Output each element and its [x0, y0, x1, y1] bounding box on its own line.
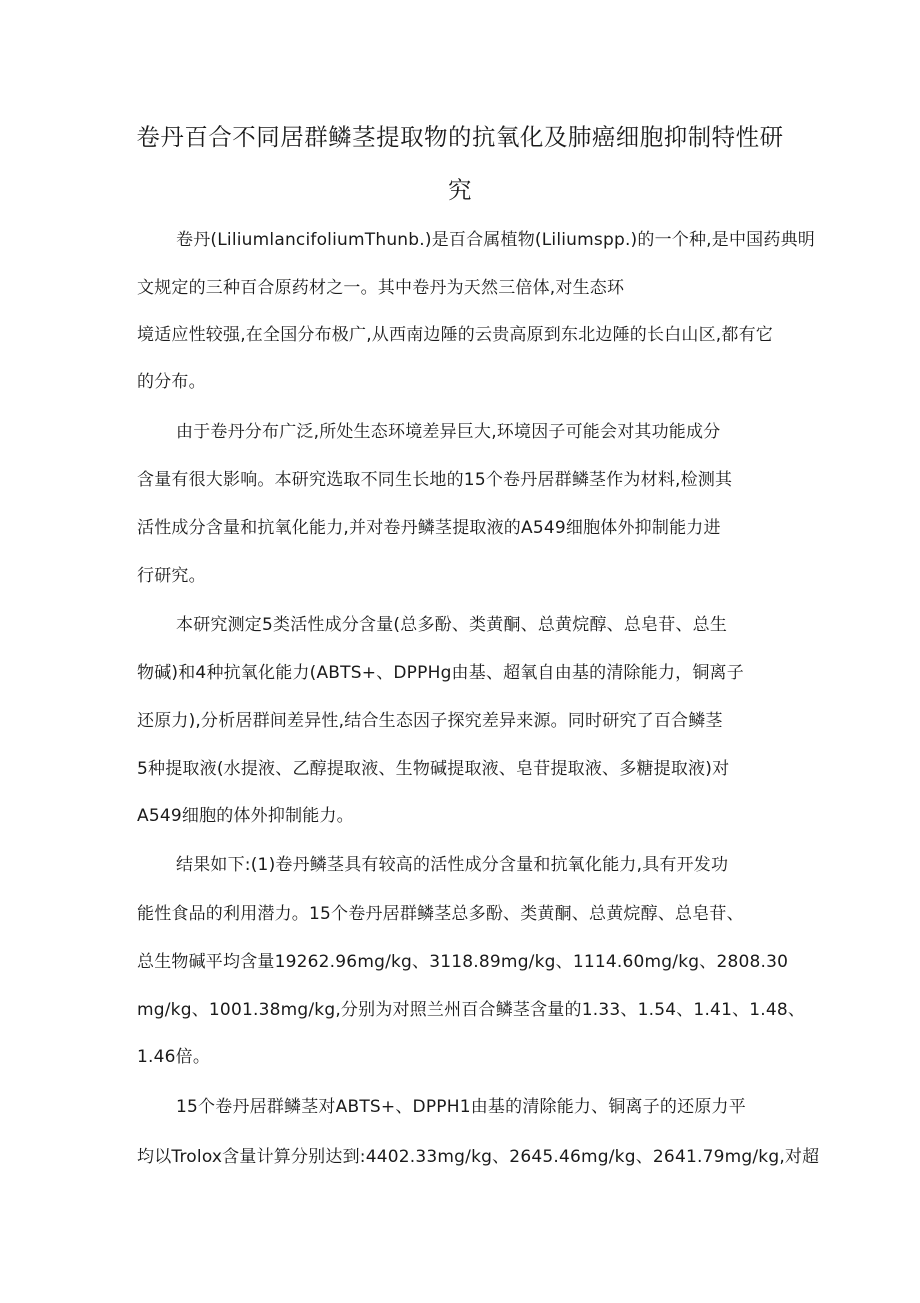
paragraph-4-line-1: 结果如下:(1)卷丹鳞茎具有较高的活性成分含量和抗氧化能力,具有开发功: [176, 855, 729, 875]
paragraph-5-line-1: 15个卷丹居群鳞茎对ABTS+、DPPH1由基的清除能力、铜离子的还原力平: [176, 1097, 746, 1117]
paragraph-2-line-4: 行研究。: [137, 566, 206, 586]
paragraph-4-line-5: 1.46倍。: [137, 1047, 211, 1067]
paragraph-3-line-4: 5种提取液(水提液、乙醇提取液、生物碱提取液、皂苷提取液、多糖提取液)对: [137, 759, 730, 779]
paragraph-4-line-3: 总生物碱平均含量19262.96mg/kg、3118.89mg/kg、1114.60mg/kg、2808.30: [137, 952, 789, 972]
paragraph-1-line-4: 的分布。: [137, 372, 206, 392]
document-title-line-1: 卷丹百合不同居群鳞茎提取物的抗氧化及肺癌细胞抑制特性研: [136, 123, 784, 151]
paragraph-3-line-2: 物碱)和4种抗氧化能力(ABTS+、DPPHg由基、超氧自由基的清除能力，铜离子: [137, 663, 744, 683]
paragraph-2-line-2: 含量有很大影响。本研究选取不同生长地的15个卷丹居群鳞茎作为材料,检测其: [137, 470, 733, 490]
paragraph-3-line-1: 本研究测定5类活性成分含量(总多酚、类黄酮、总黄烷醇、总皂苷、总生: [176, 615, 728, 635]
paragraph-3-line-3: 还原力),分析居群间差异性,结合生态因子探究差异来源。同时研究了百合鳞茎: [137, 711, 723, 731]
paragraph-4-line-2: 能性食品的利用潜力。15个卷丹居群鳞茎总多酚、类黄酮、总黄烷醇、总皂苷、: [137, 904, 744, 924]
paragraph-1-line-3: 境适应性较强,在全国分布极广,从西南边陲的云贵高原到东北边陲的长白山区,都有它: [137, 325, 774, 345]
paragraph-5-line-2: 均以Trolox含量计算分别达到:4402.33mg/kg、2645.46mg/kg、2641.79mg/kg,对超: [137, 1147, 820, 1167]
document-title-line-2: 究: [448, 176, 472, 204]
paragraph-4-line-4: mg/kg、1001.38mg/kg,分别为对照兰州百合鳞茎含量的1.33、1.54、1.41、1.48、: [137, 1000, 806, 1020]
paragraph-3-line-5: A549细胞的体外抑制能力。: [137, 806, 354, 826]
paragraph-1-line-1: 卷丹(LiliumlancifoliumThunb.)是百合属植物(Liliumspp.)的一个种,是中国药典明: [176, 230, 815, 250]
paragraph-1-line-2: 文规定的三种百合原药材之一。其中卷丹为天然三倍体,对生态环: [137, 278, 625, 298]
paragraph-2-line-1: 由于卷丹分布广泛,所处生态环境差异巨大,环境因子可能会对其功能成分: [176, 422, 721, 442]
paragraph-2-line-3: 活性成分含量和抗氧化能力,并对卷丹鳞茎提取液的A549细胞体外抑制能力进: [137, 518, 721, 538]
